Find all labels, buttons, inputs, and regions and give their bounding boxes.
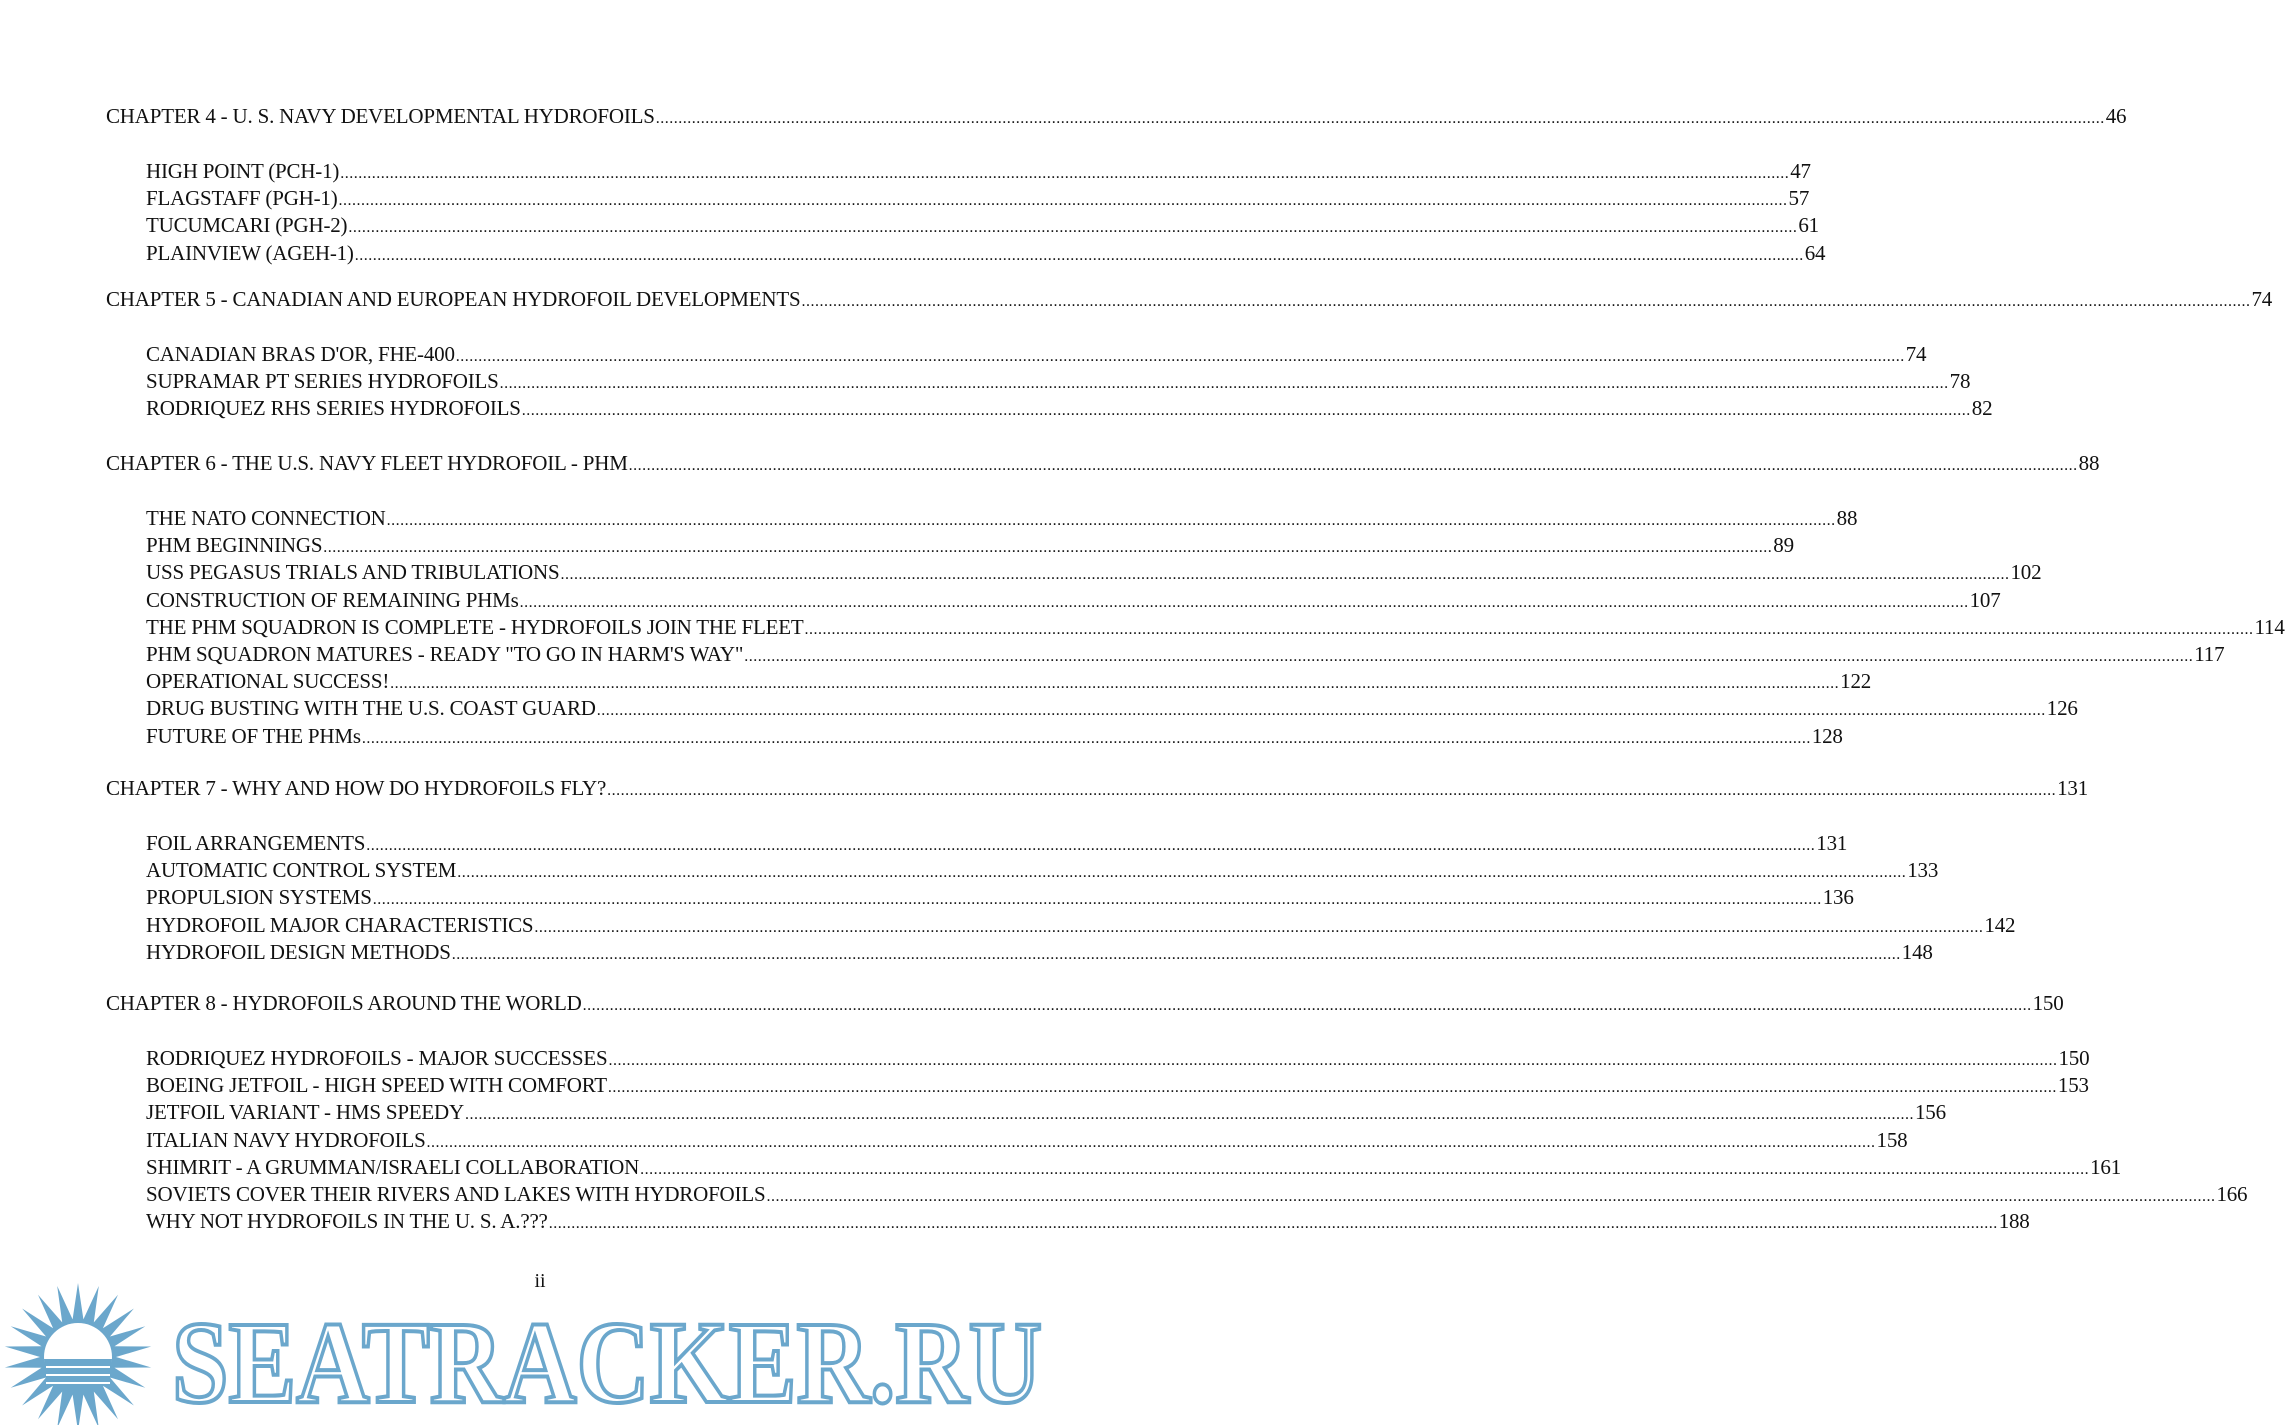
sun-logo-icon — [5, 1283, 151, 1425]
entry-page-number: 126 — [2046, 696, 2078, 721]
dot-leader — [348, 212, 1797, 241]
dot-leader — [520, 587, 1969, 616]
toc-entry — [146, 884, 1854, 910]
dot-leader — [608, 1072, 2057, 1101]
entry-page-number: 188 — [1998, 1209, 2030, 1234]
entry-page-number: 133 — [1907, 858, 1939, 883]
chapter-heading — [106, 103, 2127, 129]
toc-entry — [146, 212, 1819, 238]
dot-leader — [452, 939, 1901, 968]
toc-entry — [146, 695, 2078, 721]
entry-page-number: 136 — [1822, 885, 1854, 910]
toc-entry — [146, 668, 1872, 694]
dot-leader — [323, 532, 1772, 561]
entry-title: JETFOIL VARIANT - HMS SPEEDY — [146, 1100, 464, 1125]
watermark-text: SEATRACKER.RU — [172, 1297, 1042, 1425]
toc-entry — [146, 1099, 1946, 1125]
dot-leader — [607, 775, 2056, 804]
page-number: ii — [534, 1270, 546, 1292]
chapter-page-number: 150 — [2032, 991, 2064, 1015]
entry-title: SOVIETS COVER THEIR RIVERS AND LAKES WITH HYDROFOILS — [146, 1182, 766, 1206]
entry-title: HYDROFOIL MAJOR CHARACTERISTICS — [146, 912, 534, 937]
entry-title: USS PEGASUS TRIALS AND TRIBULATIONS — [146, 560, 560, 585]
entry-page-number: 156 — [1915, 1100, 1946, 1125]
toc-entry — [146, 939, 1933, 965]
toc-entry — [146, 912, 2016, 938]
entry-page-number: 74 — [1905, 342, 1927, 366]
entry-title: SUPRAMAR PT SERIES HYDROFOILS — [146, 369, 499, 394]
entry-page-number: 117 — [2194, 642, 2225, 666]
toc-entry — [146, 240, 1826, 266]
dot-leader — [801, 286, 2250, 315]
chapter-title: CHAPTER 7 - WHY AND HOW DO HYDROFOILS FLY? — [106, 776, 607, 800]
chapter-page-number: 131 — [2057, 776, 2089, 800]
toc-entry — [146, 1208, 2030, 1234]
entry-page-number: 128 — [1811, 723, 1843, 748]
entry-page-number: 64 — [1804, 240, 1826, 265]
toc-entry — [146, 559, 2042, 585]
dot-leader — [583, 990, 2032, 1019]
entry-page-number: 88 — [1836, 506, 1858, 530]
toc-entry — [146, 1045, 2090, 1071]
entry-page-number: 166 — [2216, 1182, 2248, 1206]
dot-leader — [534, 912, 1983, 941]
entry-page-number: 148 — [1901, 939, 1933, 964]
toc-entry — [146, 341, 1927, 367]
toc-entry — [146, 1181, 2248, 1207]
chapter-page-number: 74 — [2251, 287, 2273, 311]
toc-entry — [146, 857, 1939, 883]
dot-leader — [456, 341, 1905, 370]
dot-leader — [340, 158, 1789, 187]
toc-entry — [146, 614, 2285, 640]
toc-entry — [146, 185, 1810, 211]
dot-leader — [522, 395, 1971, 424]
entry-page-number: 161 — [2090, 1154, 2122, 1179]
entry-page-number: 78 — [1949, 369, 1971, 394]
entry-page-number: 131 — [1816, 831, 1848, 855]
toc-entry — [146, 368, 1971, 394]
chapter-page-number: 46 — [2105, 104, 2127, 128]
dot-leader — [805, 614, 2254, 643]
chapter-title: CHAPTER 8 - HYDROFOILS AROUND THE WORLD — [106, 991, 582, 1015]
toc-entry — [146, 395, 1993, 421]
entry-title: PHM BEGINNINGS — [146, 533, 323, 558]
entry-title: FLAGSTAFF (PGH-1) — [146, 186, 338, 211]
dot-leader — [366, 830, 1815, 859]
dot-leader — [629, 450, 2078, 479]
entry-page-number: 158 — [1876, 1127, 1908, 1152]
dot-leader — [457, 857, 1906, 886]
dot-leader — [465, 1099, 1914, 1128]
entry-title: DRUG BUSTING WITH THE U.S. COAST GUARD — [146, 696, 596, 721]
chapter-heading — [106, 990, 2064, 1016]
entry-title: FUTURE OF THE PHMs — [146, 723, 361, 748]
entry-title: OPERATIONAL SUCCESS! — [146, 669, 390, 694]
toc-entry — [146, 1072, 2089, 1098]
seatracker-watermark — [0, 1262, 1080, 1425]
entry-page-number: 57 — [1788, 186, 1810, 211]
toc-entry — [146, 723, 1843, 749]
toc-entry — [146, 1127, 1908, 1153]
entry-title: CONSTRUCTION OF REMAINING PHMs — [146, 587, 519, 612]
dot-leader — [362, 723, 1811, 752]
entry-page-number: 150 — [2058, 1046, 2090, 1070]
chapter-heading — [106, 450, 2100, 476]
dot-leader — [500, 368, 1949, 397]
toc-entry — [146, 505, 1858, 531]
entry-page-number: 82 — [1971, 396, 1993, 421]
entry-title: THE PHM SQUADRON IS COMPLETE - HYDROFOILS JOIN THE FLEET — [146, 614, 804, 639]
chapter-title: CHAPTER 5 - CANADIAN AND EUROPEAN HYDROFOIL DEVELOPMENTS — [106, 287, 801, 311]
entry-title: HIGH POINT (PCH-1) — [146, 159, 340, 183]
chapter-title: CHAPTER 6 - THE U.S. NAVY FLEET HYDROFOIL - PHM — [106, 451, 628, 475]
entry-page-number: 89 — [1773, 533, 1794, 558]
entry-title: HYDROFOIL DESIGN METHODS — [146, 939, 451, 964]
entry-title: RODRIQUEZ RHS SERIES HYDROFOILS — [146, 396, 521, 421]
chapter-page-number: 88 — [2078, 451, 2100, 475]
entry-page-number: 61 — [1798, 213, 1819, 238]
entry-title: SHIMRIT - A GRUMMAN/ISRAELI COLLABORATION — [146, 1154, 640, 1179]
entry-title: ITALIAN NAVY HYDROFOILS — [146, 1127, 426, 1152]
chapter-title: CHAPTER 4 - U. S. NAVY DEVELOPMENTAL HYDROFOILS — [106, 104, 655, 128]
dot-leader — [766, 1181, 2215, 1210]
entry-page-number: 47 — [1790, 159, 1811, 183]
dot-leader — [560, 559, 2009, 588]
entry-title: PHM SQUADRON MATURES - READY "TO GO IN HARM'S WAY" — [146, 642, 744, 666]
toc-entry — [146, 587, 2001, 613]
dot-leader — [549, 1208, 1998, 1237]
toc-entry — [146, 830, 1848, 856]
entry-page-number: 142 — [1984, 912, 2016, 937]
chapter-heading — [106, 286, 2273, 312]
entry-title: THE NATO CONNECTION — [146, 506, 386, 530]
dot-leader — [608, 1045, 2057, 1074]
dot-leader — [427, 1127, 1876, 1156]
entry-title: RODRIQUEZ HYDROFOILS - MAJOR SUCCESSES — [146, 1046, 608, 1070]
dot-leader — [390, 668, 1839, 697]
entry-title: CANADIAN BRAS D'OR, FHE-400 — [146, 342, 455, 366]
toc-entry — [146, 532, 1794, 558]
entry-title: PLAINVIEW (AGEH-1) — [146, 240, 354, 265]
dot-leader — [355, 240, 1804, 269]
entry-title: FOIL ARRANGEMENTS — [146, 831, 366, 855]
entry-title: BOEING JETFOIL - HIGH SPEED WITH COMFORT — [146, 1073, 607, 1098]
chapter-heading — [106, 775, 2089, 801]
entry-title: WHY NOT HYDROFOILS IN THE U. S. A.??? — [146, 1209, 548, 1234]
dot-leader — [373, 884, 1822, 913]
dot-leader — [387, 505, 1836, 534]
entry-title: TUCUMCARI (PGH-2) — [146, 213, 348, 238]
entry-title: PROPULSION SYSTEMS — [146, 885, 372, 910]
toc-entry — [146, 641, 2225, 667]
dot-leader — [339, 185, 1788, 214]
entry-page-number: 153 — [2057, 1073, 2089, 1098]
entry-page-number: 102 — [2010, 560, 2042, 585]
dot-leader — [656, 103, 2105, 132]
dot-leader — [597, 695, 2046, 724]
entry-page-number: 114 — [2254, 614, 2285, 639]
entry-title: AUTOMATIC CONTROL SYSTEM — [146, 858, 457, 883]
entry-page-number: 107 — [1969, 587, 2001, 612]
dot-leader — [744, 641, 2193, 670]
toc-entry — [146, 158, 1811, 184]
dot-leader — [640, 1154, 2089, 1183]
entry-page-number: 122 — [1840, 669, 1872, 694]
toc-entry — [146, 1154, 2122, 1180]
